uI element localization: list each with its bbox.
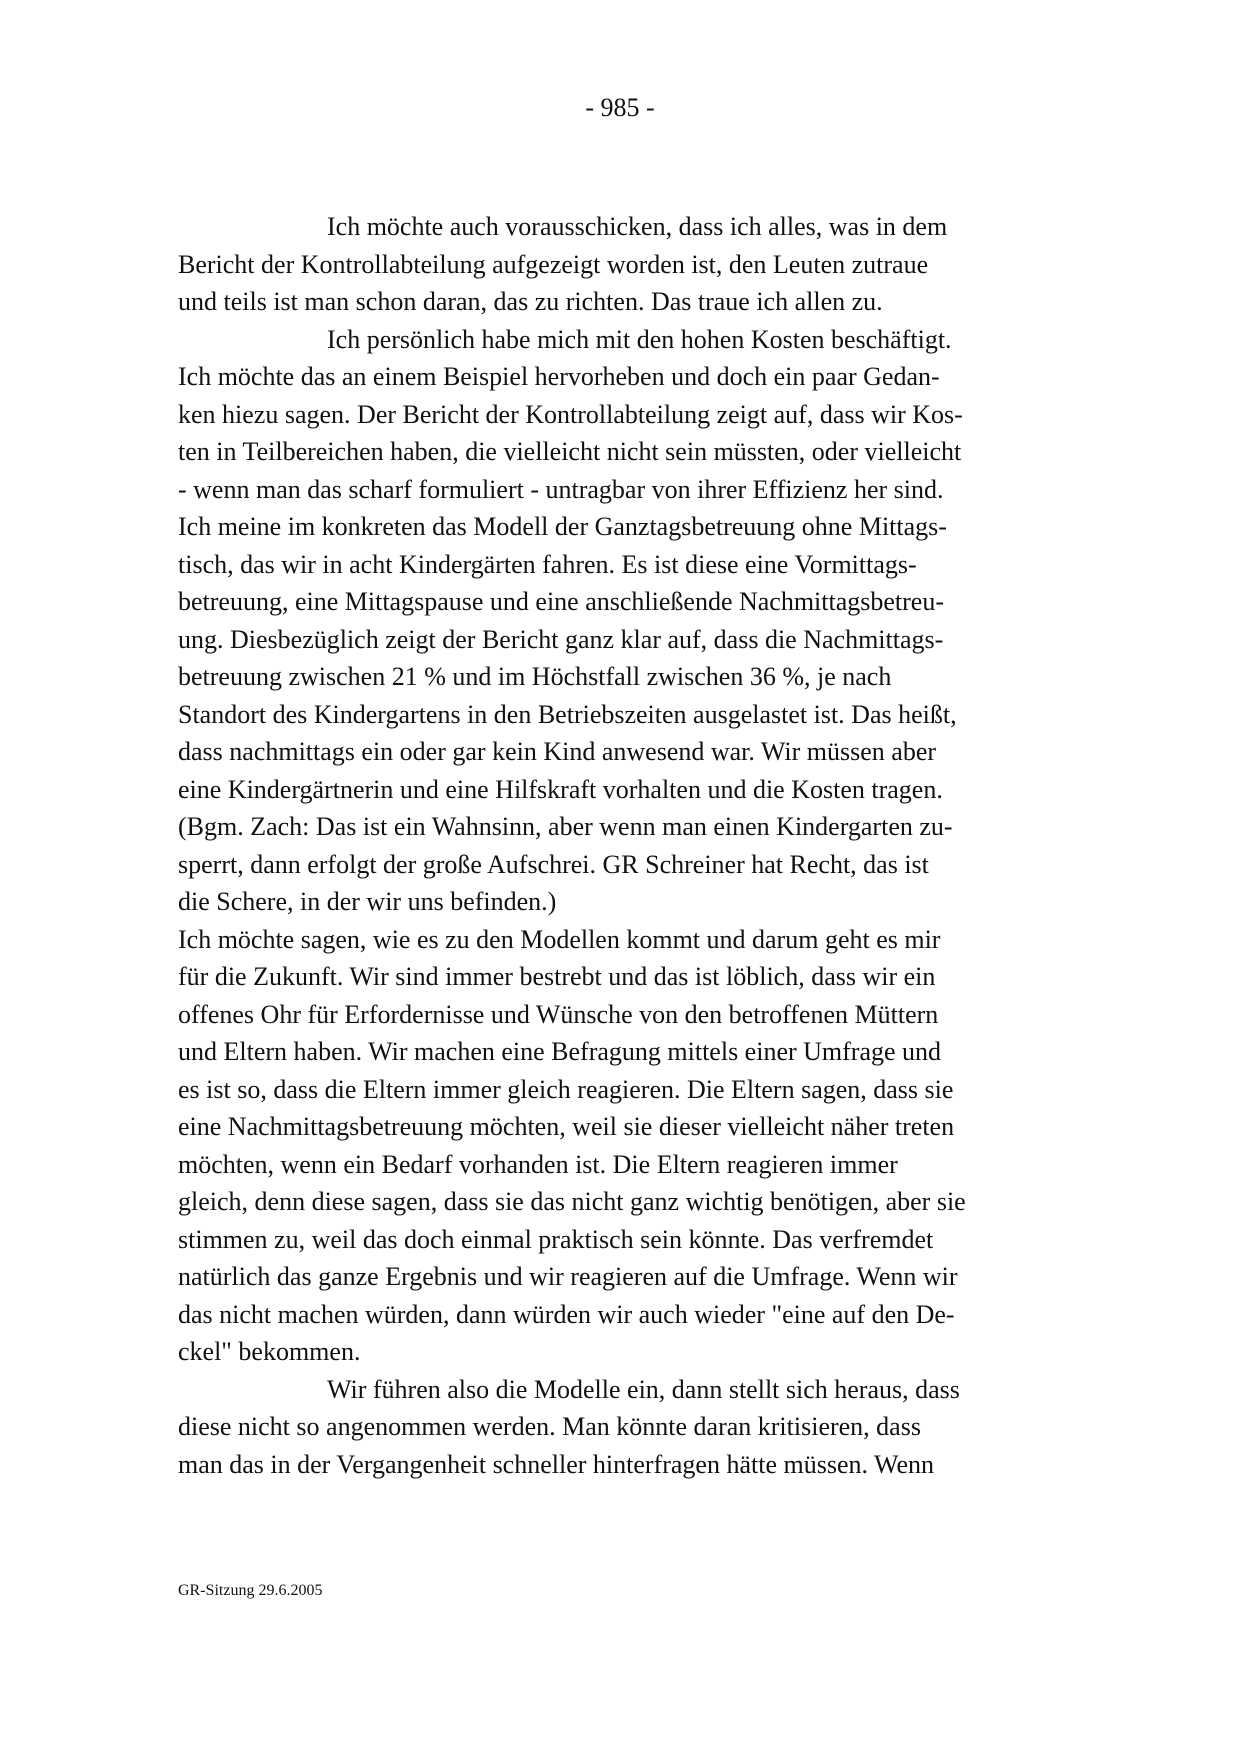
- text-line: offenes Ohr für Erfordernisse und Wünsche von den betroffenen Müttern: [178, 999, 939, 1029]
- text-line: ckel" bekommen.: [178, 1337, 361, 1366]
- text-line: das nicht machen würden, dann würden wir auch wieder "eine auf den De-: [178, 1299, 955, 1329]
- text-line: Ich persönlich habe mich mit den hohen Kosten beschäftigt.: [327, 324, 952, 354]
- text-line: stimmen zu, weil das doch einmal praktisch sein könnte. Das verfremdet: [178, 1224, 934, 1254]
- text-line: und Eltern haben. Wir machen eine Befragung mittels einer Umfrage und: [178, 1037, 942, 1066]
- text-line: - wenn man das scharf formuliert - untragbar von ihrer Effizienz her sind.: [178, 474, 944, 504]
- text-line: (Bgm. Zach: Das ist ein Wahnsinn, aber wenn man einen Kindergarten zu-: [178, 812, 953, 841]
- text-line: Ich möchte sagen, wie es zu den Modellen kommt und darum geht es mir: [178, 924, 941, 954]
- text-line: Ich möchte auch vorausschicken, dass ich alles, was in dem: [327, 212, 948, 241]
- page-number: - 985 -: [585, 93, 655, 122]
- text-line: Standort des Kindergartens in den Betriebszeiten ausgelastet ist. Das heißt,: [178, 699, 957, 729]
- text-line: sperrt, dann erfolgt der große Aufschrei. GR Schreiner hat Recht, das ist: [178, 849, 929, 879]
- page-footer: GR-Sitzung 29.6.2005: [178, 1582, 323, 1599]
- text-line: eine Nachmittagsbetreuung möchten, weil sie dieser vielleicht näher treten: [178, 1112, 955, 1141]
- text-line: betreuung zwischen 21 % und im Höchstfall zwischen 36 %, je nach: [178, 662, 892, 691]
- text-line: Wir führen also die Modelle ein, dann stellt sich heraus, dass: [327, 1374, 960, 1404]
- text-line: ung. Diesbezüglich zeigt der Bericht ganz klar auf, dass die Nachmittags-: [178, 624, 944, 654]
- text-line: die Schere, in der wir uns befinden.): [178, 887, 557, 916]
- text-line: möchten, wenn ein Bedarf vorhanden ist. Die Eltern reagieren immer: [178, 1149, 898, 1179]
- text-line: und teils ist man schon daran, das zu richten. Das traue ich allen zu.: [178, 287, 883, 316]
- text-line: natürlich das ganze Ergebnis und wir reagieren auf die Umfrage. Wenn wir: [178, 1262, 958, 1291]
- text-line: Ich meine im konkreten das Modell der Ganztagsbetreuung ohne Mittags-: [178, 512, 947, 541]
- text-line: ten in Teilbereichen haben, die vielleicht nicht sein müssten, oder vielleicht: [178, 437, 962, 466]
- text-line: man das in der Vergangenheit schneller hinterfragen hätte müssen. Wenn: [178, 1449, 935, 1479]
- text-line: gleich, denn diese sagen, dass sie das nicht ganz wichtig benötigen, aber sie: [178, 1187, 966, 1216]
- text-line: Bericht der Kontrollabteilung aufgezeigt worden ist, den Leuten zutraue: [178, 249, 929, 279]
- text-line: ken hiezu sagen. Der Bericht der Kontrollabteilung zeigt auf, dass wir Kos-: [178, 399, 963, 429]
- body-text: [178, 208, 1078, 1483]
- text-line: für die Zukunft. Wir sind immer bestrebt und das ist löblich, dass wir ein: [178, 962, 936, 991]
- text-line: tisch, das wir in acht Kindergärten fahren. Es ist diese eine Vormittags-: [178, 549, 917, 579]
- text-line: es ist so, dass die Eltern immer gleich reagieren. Die Eltern sagen, dass sie: [178, 1074, 954, 1104]
- text-line: eine Kindergärtnerin und eine Hilfskraft vorhalten und die Kosten tragen.: [178, 774, 943, 804]
- text-line: dass nachmittags ein oder gar kein Kind anwesend war. Wir müssen aber: [178, 737, 937, 766]
- text-line: Ich möchte das an einem Beispiel hervorheben und doch ein paar Gedan-: [178, 362, 940, 391]
- text-line: diese nicht so angenommen werden. Man könnte daran kritisieren, dass: [178, 1412, 921, 1441]
- text-line: betreuung, eine Mittagspause und eine anschließende Nachmittagsbetreu-: [178, 587, 945, 616]
